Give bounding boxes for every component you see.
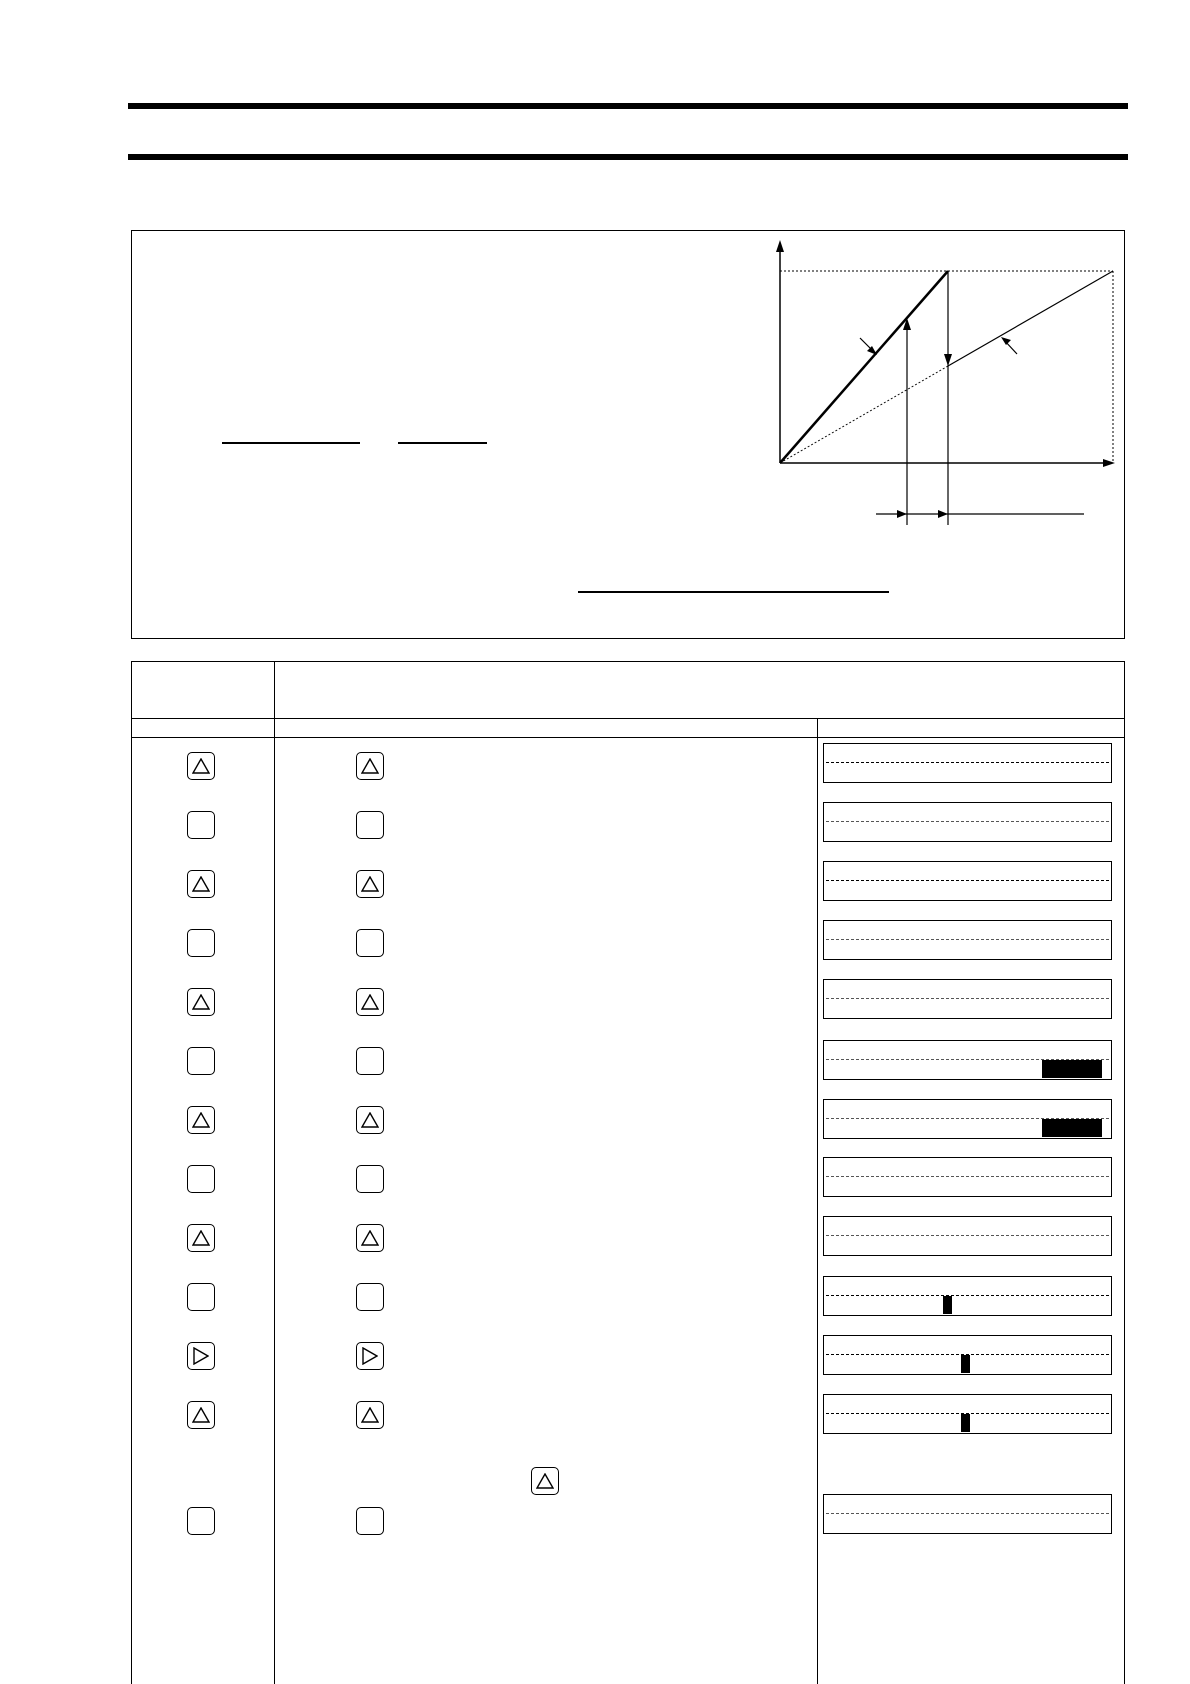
- up-key-icon[interactable]: [356, 870, 384, 898]
- blank-key-icon[interactable]: [187, 1165, 215, 1193]
- graph-shallow-line-solid: [948, 271, 1113, 366]
- formula-denominator-rule: [398, 442, 487, 444]
- blank-key-icon[interactable]: [356, 929, 384, 957]
- blank-key-icon[interactable]: [356, 1047, 384, 1075]
- display-panel: [823, 1494, 1112, 1534]
- formula-numerator-rule: [222, 442, 360, 444]
- display-dashed-line: [826, 1295, 1109, 1296]
- blank-key-icon[interactable]: [356, 1507, 384, 1535]
- display-dashed-line: [826, 939, 1109, 940]
- up-key-icon[interactable]: [187, 988, 215, 1016]
- table-col-divider-2: [817, 718, 818, 1684]
- blank-key-icon[interactable]: [187, 1507, 215, 1535]
- up-key-icon[interactable]: [187, 752, 215, 780]
- display-panel: [823, 979, 1112, 1019]
- up-key-icon[interactable]: [356, 1106, 384, 1134]
- display-cursor: [961, 1355, 970, 1373]
- display-panel: [823, 743, 1112, 783]
- display-panel: [823, 1157, 1112, 1197]
- formula-result-rule: [578, 591, 889, 593]
- up-key-icon[interactable]: [187, 1106, 215, 1134]
- header-bottom-rule: [128, 154, 1128, 160]
- display-dashed-line: [826, 998, 1109, 999]
- display-dashed-line: [826, 821, 1109, 822]
- arrow-right-icon: [897, 510, 907, 518]
- blank-key-icon[interactable]: [187, 1283, 215, 1311]
- display-highlight-block: [1042, 1060, 1102, 1078]
- display-dashed-line: [826, 1513, 1109, 1514]
- arrow-up-icon: [776, 240, 784, 252]
- graph-shallow-line-dotted: [780, 366, 948, 463]
- display-dashed-line: [826, 880, 1109, 881]
- up-key-icon[interactable]: [356, 1224, 384, 1252]
- up-key-icon[interactable]: [356, 1401, 384, 1429]
- display-panel: [823, 861, 1112, 901]
- display-panel: [823, 1394, 1112, 1434]
- up-key-icon[interactable]: [531, 1467, 559, 1495]
- display-dashed-line: [826, 1176, 1109, 1177]
- display-panel: [823, 802, 1112, 842]
- right-key-icon[interactable]: [187, 1342, 215, 1370]
- up-key-icon[interactable]: [187, 1401, 215, 1429]
- display-dashed-line: [826, 1235, 1109, 1236]
- arrow-leader-icon: [867, 346, 877, 355]
- header-top-rule: [128, 103, 1128, 109]
- display-panel: [823, 1099, 1112, 1139]
- display-cursor: [943, 1296, 952, 1314]
- table-col-divider-1: [274, 661, 275, 1684]
- blank-key-icon[interactable]: [187, 1047, 215, 1075]
- arrow-leader-icon: [1001, 337, 1011, 345]
- up-key-icon[interactable]: [356, 988, 384, 1016]
- blank-key-icon[interactable]: [187, 811, 215, 839]
- table-header-divider: [131, 718, 1125, 719]
- up-key-icon[interactable]: [187, 1224, 215, 1252]
- ratio-graph: [760, 236, 1125, 536]
- display-panel: [823, 920, 1112, 960]
- display-highlight-block: [1042, 1119, 1102, 1137]
- blank-key-icon[interactable]: [356, 811, 384, 839]
- display-panel: [823, 1040, 1112, 1080]
- display-dashed-line: [826, 762, 1109, 763]
- blank-key-icon[interactable]: [356, 1283, 384, 1311]
- table-subheader-divider: [131, 737, 1125, 738]
- display-panel: [823, 1216, 1112, 1256]
- display-panel: [823, 1276, 1112, 1316]
- display-panel: [823, 1335, 1112, 1375]
- graph-steep-line: [780, 271, 948, 463]
- display-cursor: [961, 1414, 970, 1432]
- blank-key-icon[interactable]: [187, 929, 215, 957]
- up-key-icon[interactable]: [187, 870, 215, 898]
- blank-key-icon[interactable]: [356, 1165, 384, 1193]
- arrow-right-icon: [938, 510, 948, 518]
- up-key-icon[interactable]: [356, 752, 384, 780]
- right-key-icon[interactable]: [356, 1342, 384, 1370]
